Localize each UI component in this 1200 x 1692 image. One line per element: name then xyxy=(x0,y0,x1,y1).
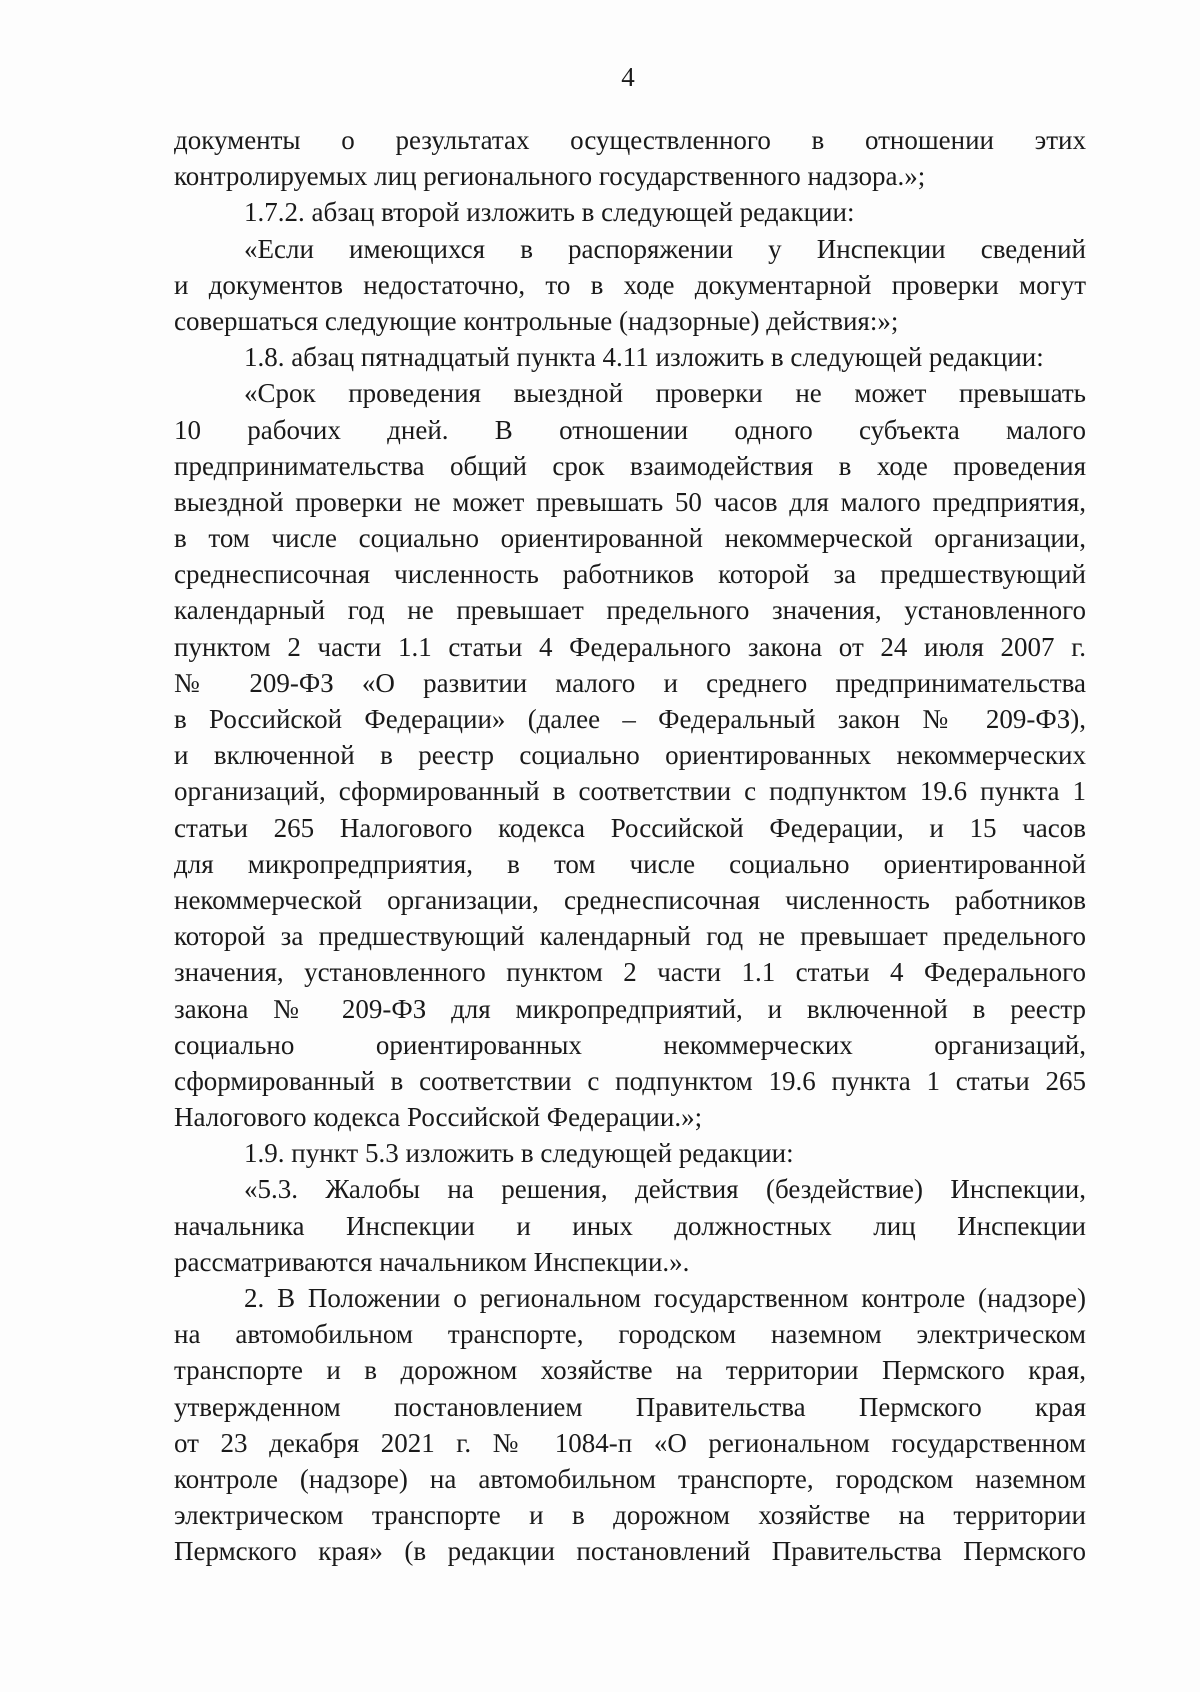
text-line: и включенной в реестр социально ориентированных некоммерческих xyxy=(174,740,1086,771)
text-line: на автомобильном транспорте, городском наземном электрическом xyxy=(174,1319,1086,1350)
document-body xyxy=(174,122,1086,1570)
text-line: Налогового кодекса Российской Федерации.»; xyxy=(174,1102,703,1133)
text-line: «Если имеющихся в распоряжении у Инспекции сведений xyxy=(244,233,1086,264)
text-line: 2. В Положении о региональном государственном контроле (надзоре) xyxy=(244,1283,1086,1313)
text-line: пунктом 2 части 1.1 статьи 4 Федерального закона от 24 июля 2007 г. xyxy=(174,631,1086,662)
text-line: электрическом транспорте и в дорожном хозяйстве на территории xyxy=(174,1500,1086,1531)
text-line: сформированный в соответствии с подпунктом 19.6 пункта 1 статьи 265 xyxy=(174,1065,1086,1096)
text-line: утвержденном постановлением Правительства Пермского края xyxy=(174,1391,1086,1422)
text-line: среднесписочная численность работников которой за предшествующий xyxy=(174,559,1086,590)
text-line: начальника Инспекции и иных должностных лиц Инспекции xyxy=(174,1210,1086,1241)
text-line: 1.8. абзац пятнадцатый пункта 4.11 изложить в следующей редакции: xyxy=(244,342,1044,373)
text-line: 1.7.2. абзац второй изложить в следующей редакции: xyxy=(244,197,855,228)
text-line: 10 рабочих дней. В отношении одного субъекта малого xyxy=(174,414,1086,445)
text-line: которой за предшествующий календарный год не превышает предельного xyxy=(174,921,1086,952)
text-line: значения, установленного пунктом 2 части 1.1 статьи 4 Федерального xyxy=(174,957,1086,988)
text-line: контролируемых лиц регионального государственного надзора.»; xyxy=(174,161,926,192)
text-line: выездной проверки не может превышать 50 часов для малого предприятия, xyxy=(174,486,1086,517)
text-line: Пермского края» (в редакции постановлений Правительства Пермского xyxy=(174,1536,1086,1567)
page-number: 4 xyxy=(621,62,635,92)
text-line: совершаться следующие контрольные (надзорные) действия:»; xyxy=(174,305,899,336)
text-line: организаций, сформированный в соответствии с подпунктом 19.6 пункта 1 xyxy=(174,776,1086,807)
text-line: и документов недостаточно, то в ходе документарной проверки могут xyxy=(174,269,1086,300)
text-line: статьи 265 Налогового кодекса Российской Федерации, и 15 часов xyxy=(174,812,1086,843)
text-line: в том числе социально ориентированной некоммерческой организации, xyxy=(174,523,1086,554)
text-line: предпринимательства общий срок взаимодействия в ходе проведения xyxy=(174,450,1086,481)
text-line: рассматриваются начальником Инспекции.». xyxy=(174,1246,690,1277)
text-line: № 209-ФЗ «О развитии малого и среднего предпринимательства xyxy=(174,667,1086,698)
text-line: транспорте и в дорожном хозяйстве на территории Пермского края, xyxy=(174,1355,1086,1386)
text-line: некоммерческой организации, среднесписочная численность работников xyxy=(174,884,1086,915)
text-line: контроле (надзоре) на автомобильном транспорте, городском наземном xyxy=(174,1463,1086,1494)
text-line: календарный год не превышает предельного значения, установленного xyxy=(174,595,1086,626)
text-line: для микропредприятия, в том числе социально ориентированной xyxy=(174,848,1086,879)
text-line: «5.3. Жалобы на решения, действия (бездействие) Инспекции, xyxy=(244,1174,1086,1205)
text-line: 1.9. пункт 5.3 изложить в следующей редакции: xyxy=(244,1138,794,1169)
text-line: документы о результатах осуществленного в отношении этих xyxy=(174,125,1086,155)
text-line: «Срок проведения выездной проверки не может превышать xyxy=(244,378,1086,409)
text-line: в Российской Федерации» (далее – Федеральный закон № 209-ФЗ), xyxy=(174,704,1086,734)
text-line: закона № 209-ФЗ для микропредприятий, и включенной в реестр xyxy=(174,993,1086,1024)
text-line: от 23 декабря 2021 г. № 1084-п «О региональном государственном xyxy=(174,1427,1086,1458)
text-line: социально ориентированных некоммерческих организаций, xyxy=(174,1029,1086,1060)
